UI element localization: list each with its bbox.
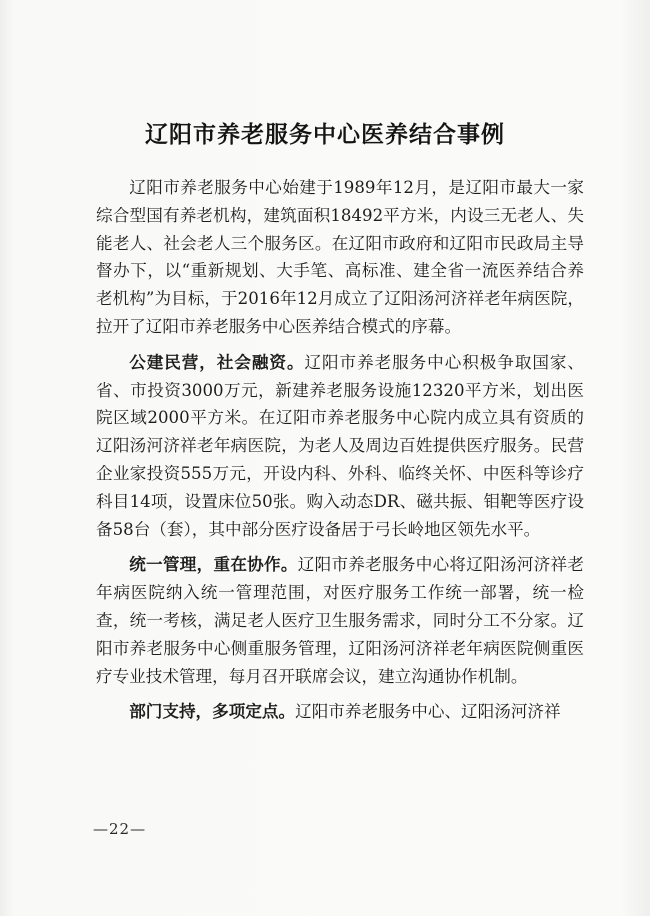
paragraph-4 (96, 698, 584, 726)
page-title: 辽阳市养老服务中心医养结合事例 (145, 122, 505, 148)
body-text (96, 174, 584, 734)
paragraph-2 (96, 349, 584, 544)
paragraph-text: 辽阳市养老服务中心始建于1989年12月，是辽阳市最大一家综合型国有养老机构，建筑面积18492平方米，内设三无老人、失能老人、社会老人三个服务区。在辽阳市政府和辽阳市民政局主导督办下，以“重新规划、大手笔、高标准、建全省一流医养结合养老机构”为目标，于2016年12月成立了辽阳汤河济祥老年病医院，拉开了辽阳市养老服务中心医养结合模式的序幕。 (96, 178, 584, 336)
paragraph-1 (96, 174, 584, 341)
paragraph-3 (96, 551, 584, 690)
paragraph-lead: 部门支持，多项定点。 (129, 702, 296, 722)
paragraph-text: 辽阳市养老服务中心、辽阳汤河济祥 (295, 702, 561, 722)
paragraph-lead: 公建民营，社会融资。 (129, 352, 305, 372)
paragraph-lead: 统一管理，重在协作。 (129, 555, 298, 575)
paragraph-text: 辽阳市养老服务中心积极争取国家、省、市投资3000万元，新建养老服务设施12320平方米，划出医院区域2000平方米。在辽阳市养老服务中心院内成立具有资质的辽阳汤河济祥老年病医院，为老人及周边百姓提供医疗服务。民营企业家投资555万元，开设内科、外科、临终关怀、中医科等诊疗科目14项，设置床位50张。购入动态DR、磁共振、钼靶等医疗设备58台（套），其中部分医疗设备居于弓长岭地区领先水平。 (96, 352, 585, 539)
page-number: —22— (93, 820, 147, 838)
paragraph-text: 辽阳市养老服务中心将辽阳汤河济祥老年病医院纳入统一管理范围，对医疗服务工作统一部署，统一检查，统一考核，满足老人医疗卫生服务需求，同时分工不分家。辽阳市养老服务中心侧重服务管理，辽阳汤河济祥老年病医院侧重医疗专业技术管理，每月召开联席会议，建立沟通协作机制。 (96, 555, 585, 686)
